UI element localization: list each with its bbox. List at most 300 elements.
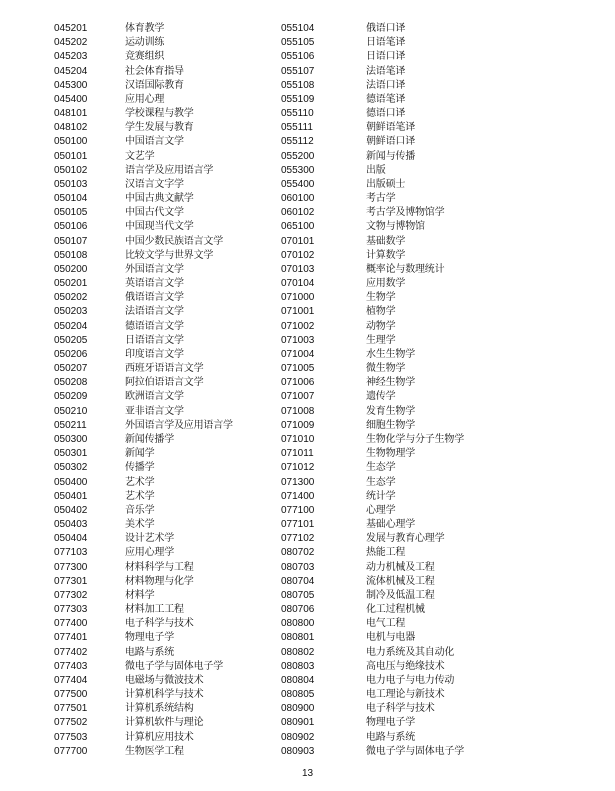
table-row bbox=[281, 65, 581, 79]
subject-name: 电力系统及其自动化 bbox=[366, 646, 455, 658]
table-row bbox=[54, 589, 284, 603]
table-row bbox=[54, 22, 284, 36]
subject-name: 生物化学与分子生物学 bbox=[366, 433, 464, 445]
table-row bbox=[54, 561, 284, 575]
subject-code: 077303 bbox=[54, 604, 88, 616]
table-row bbox=[54, 575, 284, 589]
subject-code: 071006 bbox=[281, 377, 315, 389]
table-row bbox=[54, 490, 284, 504]
subject-name: 日语口译 bbox=[366, 51, 406, 63]
table-row bbox=[281, 603, 581, 617]
subject-code: 050400 bbox=[54, 476, 88, 488]
table-row bbox=[281, 178, 581, 192]
subject-name: 考古学 bbox=[366, 193, 396, 205]
table-row bbox=[54, 405, 284, 419]
subject-code: 050108 bbox=[54, 249, 88, 261]
subject-name: 生物物理学 bbox=[366, 448, 415, 460]
subject-name: 运动训练 bbox=[125, 37, 165, 49]
table-row bbox=[54, 433, 284, 447]
table-row bbox=[281, 504, 581, 518]
table-row bbox=[54, 135, 284, 149]
subject-code: 077403 bbox=[54, 660, 88, 672]
table-row bbox=[54, 674, 284, 688]
subject-code: 070104 bbox=[281, 278, 315, 290]
subject-name: 计算机系统结构 bbox=[125, 703, 194, 715]
subject-code: 080901 bbox=[281, 717, 315, 729]
subject-code: 071010 bbox=[281, 433, 315, 445]
subject-code: 071007 bbox=[281, 391, 315, 403]
table-row bbox=[54, 178, 284, 192]
subject-name: 微电子学与固体电子学 bbox=[366, 745, 464, 757]
subject-code: 045204 bbox=[54, 65, 88, 77]
table-row bbox=[281, 546, 581, 560]
subject-name: 统计学 bbox=[366, 490, 396, 502]
subject-code: 045400 bbox=[54, 93, 88, 105]
table-row bbox=[54, 476, 284, 490]
subject-name: 计算机软件与理论 bbox=[125, 717, 204, 729]
subject-code: 050106 bbox=[54, 221, 88, 233]
table-row bbox=[54, 79, 284, 93]
subject-code: 050404 bbox=[54, 533, 88, 545]
subject-name: 电工理论与新技术 bbox=[366, 689, 445, 701]
subject-name: 德语语言文学 bbox=[125, 320, 184, 332]
subject-code: 050203 bbox=[54, 306, 88, 318]
subject-name: 语言学及应用语言学 bbox=[125, 164, 214, 176]
subject-code: 080704 bbox=[281, 575, 315, 587]
subject-code: 077503 bbox=[54, 731, 88, 743]
subject-name: 英语语言文学 bbox=[125, 278, 184, 290]
subject-code: 050402 bbox=[54, 504, 88, 516]
table-row bbox=[54, 305, 284, 319]
subject-name: 欧洲语言文学 bbox=[125, 391, 184, 403]
subject-name: 材料物理与化学 bbox=[125, 575, 194, 587]
table-row bbox=[281, 348, 581, 362]
subject-name: 汉语国际教育 bbox=[125, 79, 184, 91]
subject-name: 美术学 bbox=[125, 519, 155, 531]
left-column bbox=[54, 22, 284, 759]
table-row bbox=[281, 249, 581, 263]
table-row bbox=[54, 50, 284, 64]
subject-name: 文艺学 bbox=[125, 150, 155, 162]
subject-code: 077102 bbox=[281, 533, 315, 545]
table-row bbox=[281, 660, 581, 674]
page-number: 13 bbox=[301, 768, 314, 779]
table-row bbox=[281, 277, 581, 291]
table-row bbox=[54, 731, 284, 745]
table-row bbox=[281, 674, 581, 688]
subject-name: 亚非语言文学 bbox=[125, 405, 184, 417]
subject-name: 学校课程与教学 bbox=[125, 108, 194, 120]
subject-name: 材料加工工程 bbox=[125, 604, 184, 616]
subject-code: 071300 bbox=[281, 476, 315, 488]
table-row bbox=[281, 362, 581, 376]
subject-name: 电子科学与技术 bbox=[125, 618, 194, 630]
subject-name: 流体机械及工程 bbox=[366, 575, 435, 587]
subject-code: 080800 bbox=[281, 618, 315, 630]
table-row bbox=[54, 192, 284, 206]
subject-name: 热能工程 bbox=[366, 547, 406, 559]
table-row bbox=[54, 532, 284, 546]
subject-code: 055105 bbox=[281, 37, 315, 49]
table-row bbox=[54, 660, 284, 674]
subject-name: 出版 bbox=[366, 164, 386, 176]
subject-code: 050202 bbox=[54, 292, 88, 304]
subject-name: 阿拉伯语语言文学 bbox=[125, 377, 204, 389]
subject-code: 060100 bbox=[281, 193, 315, 205]
subject-name: 应用心理 bbox=[125, 93, 165, 105]
table-row bbox=[54, 646, 284, 660]
subject-name: 日语笔译 bbox=[366, 37, 406, 49]
table-row bbox=[281, 263, 581, 277]
table-row bbox=[281, 731, 581, 745]
table-row bbox=[54, 65, 284, 79]
subject-code: 080702 bbox=[281, 547, 315, 559]
subject-name: 竞赛组织 bbox=[125, 51, 165, 63]
subject-code: 071008 bbox=[281, 405, 315, 417]
subject-code: 071001 bbox=[281, 306, 315, 318]
table-row bbox=[54, 688, 284, 702]
subject-code: 077502 bbox=[54, 717, 88, 729]
table-row bbox=[54, 107, 284, 121]
table-row bbox=[281, 419, 581, 433]
table-row bbox=[54, 121, 284, 135]
subject-name: 制冷及低温工程 bbox=[366, 589, 435, 601]
subject-code: 045300 bbox=[54, 79, 88, 91]
subject-code: 050104 bbox=[54, 193, 88, 205]
table-row bbox=[54, 461, 284, 475]
subject-name: 社会体育指导 bbox=[125, 65, 184, 77]
subject-name: 新闻传播学 bbox=[125, 433, 174, 445]
subject-name: 新闻学 bbox=[125, 448, 155, 460]
subject-code: 050300 bbox=[54, 433, 88, 445]
table-row bbox=[281, 575, 581, 589]
subject-code: 050107 bbox=[54, 235, 88, 247]
subject-code: 050401 bbox=[54, 490, 88, 502]
subject-code: 055200 bbox=[281, 150, 315, 162]
subject-name: 印度语言文学 bbox=[125, 348, 184, 360]
table-row bbox=[281, 702, 581, 716]
subject-code: 055400 bbox=[281, 178, 315, 190]
subject-code: 077100 bbox=[281, 504, 315, 516]
table-row bbox=[281, 121, 581, 135]
subject-code: 055111 bbox=[281, 122, 313, 134]
table-row bbox=[54, 603, 284, 617]
subject-code: 071000 bbox=[281, 292, 315, 304]
subject-code: 077101 bbox=[281, 519, 315, 531]
table-row bbox=[54, 362, 284, 376]
subject-code: 071004 bbox=[281, 348, 315, 360]
subject-code: 050204 bbox=[54, 320, 88, 332]
subject-code: 050105 bbox=[54, 207, 88, 219]
subject-name: 发育生物学 bbox=[366, 405, 415, 417]
table-row bbox=[281, 164, 581, 178]
table-row bbox=[54, 291, 284, 305]
table-row bbox=[54, 206, 284, 220]
table-row bbox=[54, 504, 284, 518]
subject-code: 077501 bbox=[54, 703, 88, 715]
table-row bbox=[281, 220, 581, 234]
subject-code: 045203 bbox=[54, 51, 88, 63]
table-row bbox=[281, 617, 581, 631]
subject-code: 077700 bbox=[54, 745, 88, 757]
subject-name: 电磁场与微波技术 bbox=[125, 674, 204, 686]
subject-code: 071009 bbox=[281, 419, 315, 431]
table-row bbox=[281, 631, 581, 645]
table-row bbox=[54, 277, 284, 291]
subject-name: 化工过程机械 bbox=[366, 604, 425, 616]
right-column bbox=[281, 22, 581, 759]
subject-name: 学生发展与教育 bbox=[125, 122, 194, 134]
table-row bbox=[281, 376, 581, 390]
subject-name: 中国古典文献学 bbox=[125, 193, 194, 205]
subject-name: 俄语口译 bbox=[366, 23, 406, 34]
subject-name: 高电压与绝缘技术 bbox=[366, 660, 445, 672]
subject-name: 传播学 bbox=[125, 462, 155, 474]
table-row bbox=[281, 107, 581, 121]
subject-code: 050100 bbox=[54, 136, 88, 148]
subject-name: 发展与教育心理学 bbox=[366, 533, 445, 545]
subject-code: 071011 bbox=[281, 448, 314, 460]
subject-name: 微电子学与固体电子学 bbox=[125, 660, 223, 672]
subject-name: 新闻与传播 bbox=[366, 150, 415, 162]
subject-code: 050301 bbox=[54, 448, 88, 460]
table-row bbox=[54, 164, 284, 178]
subject-code: 080804 bbox=[281, 674, 315, 686]
table-row bbox=[54, 716, 284, 730]
table-row bbox=[281, 461, 581, 475]
subject-name: 外国语言学及应用语言学 bbox=[125, 419, 233, 431]
subject-code: 070101 bbox=[281, 235, 315, 247]
subject-name: 中国语言文学 bbox=[125, 136, 184, 148]
table-row bbox=[281, 405, 581, 419]
subject-name: 微生物学 bbox=[366, 363, 406, 375]
subject-name: 中国少数民族语言文学 bbox=[125, 235, 223, 247]
subject-name: 法语笔译 bbox=[366, 65, 406, 77]
subject-name: 细胞生物学 bbox=[366, 419, 415, 431]
subject-code: 055109 bbox=[281, 93, 315, 105]
subject-code: 050206 bbox=[54, 348, 88, 360]
table-row bbox=[281, 646, 581, 660]
subject-code: 080705 bbox=[281, 589, 315, 601]
subject-code: 077404 bbox=[54, 674, 88, 686]
table-row bbox=[54, 334, 284, 348]
subject-code: 055104 bbox=[281, 23, 315, 34]
subject-name: 法语语言文学 bbox=[125, 306, 184, 318]
subject-name: 体育教学 bbox=[125, 23, 165, 34]
subject-code: 050103 bbox=[54, 178, 88, 190]
table-row bbox=[54, 36, 284, 50]
subject-name: 动力机械及工程 bbox=[366, 561, 435, 573]
table-row bbox=[281, 390, 581, 404]
subject-name: 计算机科学与技术 bbox=[125, 689, 204, 701]
subject-name: 基础心理学 bbox=[366, 519, 415, 531]
subject-name: 电路与系统 bbox=[366, 731, 415, 743]
subject-code: 050201 bbox=[54, 278, 88, 290]
table-row bbox=[281, 561, 581, 575]
table-row bbox=[281, 447, 581, 461]
table-row bbox=[54, 376, 284, 390]
subject-name: 外国语言文学 bbox=[125, 263, 184, 275]
subject-name: 朝鲜语笔译 bbox=[366, 122, 415, 134]
subject-code: 050211 bbox=[54, 419, 87, 431]
table-row bbox=[54, 348, 284, 362]
subject-code: 055110 bbox=[281, 108, 314, 120]
subject-code: 071003 bbox=[281, 334, 315, 346]
subject-name: 基础数学 bbox=[366, 235, 406, 247]
subject-code: 080902 bbox=[281, 731, 315, 743]
subject-code: 048102 bbox=[54, 122, 88, 134]
subject-name: 考古学及博物馆学 bbox=[366, 207, 445, 219]
subject-code: 080802 bbox=[281, 646, 315, 658]
subject-name: 物理电子学 bbox=[366, 717, 415, 729]
subject-name: 概率论与数理统计 bbox=[366, 263, 445, 275]
subject-name: 计算机应用技术 bbox=[125, 731, 194, 743]
table-row bbox=[281, 291, 581, 305]
subject-name: 生物医学工程 bbox=[125, 745, 184, 757]
table-row bbox=[54, 249, 284, 263]
subject-code: 050200 bbox=[54, 263, 88, 275]
table-row bbox=[54, 150, 284, 164]
subject-name: 电子科学与技术 bbox=[366, 703, 435, 715]
subject-code: 077103 bbox=[54, 547, 88, 559]
subject-name: 德语口译 bbox=[366, 108, 406, 120]
subject-code: 050101 bbox=[54, 150, 88, 162]
table-row bbox=[281, 79, 581, 93]
subject-name: 比较文学与世界文学 bbox=[125, 249, 214, 261]
subject-name: 法语口译 bbox=[366, 79, 406, 91]
subject-code: 077402 bbox=[54, 646, 88, 658]
subject-code: 080706 bbox=[281, 604, 315, 616]
table-row bbox=[281, 532, 581, 546]
subject-code: 050205 bbox=[54, 334, 88, 346]
subject-code: 055112 bbox=[281, 136, 314, 148]
table-row bbox=[281, 745, 581, 759]
table-row bbox=[54, 745, 284, 759]
subject-code: 077300 bbox=[54, 561, 88, 573]
table-row bbox=[281, 305, 581, 319]
table-row bbox=[281, 22, 581, 36]
subject-code: 048101 bbox=[54, 108, 88, 120]
subject-code: 071002 bbox=[281, 320, 315, 332]
table-row bbox=[281, 192, 581, 206]
table-row bbox=[281, 518, 581, 532]
subject-code: 077500 bbox=[54, 689, 88, 701]
subject-code: 050403 bbox=[54, 519, 88, 531]
subject-name: 汉语言文字学 bbox=[125, 178, 184, 190]
table-row bbox=[281, 206, 581, 220]
subject-name: 德语笔译 bbox=[366, 93, 406, 105]
subject-name: 心理学 bbox=[366, 504, 396, 516]
subject-code: 070103 bbox=[281, 263, 315, 275]
table-row bbox=[54, 631, 284, 645]
subject-code: 050209 bbox=[54, 391, 88, 403]
subject-code: 045201 bbox=[54, 23, 88, 34]
table-row bbox=[281, 93, 581, 107]
subject-code: 055108 bbox=[281, 79, 315, 91]
table-row bbox=[54, 546, 284, 560]
subject-name: 计算数学 bbox=[366, 249, 406, 261]
subject-name: 材料学 bbox=[125, 589, 155, 601]
subject-name: 中国现当代文学 bbox=[125, 221, 194, 233]
subject-name: 遗传学 bbox=[366, 391, 396, 403]
subject-code: 071400 bbox=[281, 490, 315, 502]
table-row bbox=[54, 447, 284, 461]
subject-name: 艺术学 bbox=[125, 476, 155, 488]
subject-code: 071012 bbox=[281, 462, 315, 474]
table-row bbox=[54, 617, 284, 631]
subject-name: 电路与系统 bbox=[125, 646, 174, 658]
table-row bbox=[54, 263, 284, 277]
subject-name: 物理电子学 bbox=[125, 632, 174, 644]
subject-code: 080803 bbox=[281, 660, 315, 672]
subject-code: 060102 bbox=[281, 207, 315, 219]
table-row bbox=[281, 433, 581, 447]
subject-code: 080703 bbox=[281, 561, 315, 573]
subject-name: 音乐学 bbox=[125, 504, 155, 516]
subject-name: 应用数学 bbox=[366, 278, 406, 290]
subject-name: 电力电子与电力传动 bbox=[366, 674, 455, 686]
table-row bbox=[281, 135, 581, 149]
subject-code: 070102 bbox=[281, 249, 315, 261]
subject-code: 050207 bbox=[54, 363, 88, 375]
table-row bbox=[54, 235, 284, 249]
subject-code: 050302 bbox=[54, 462, 88, 474]
table-row bbox=[281, 50, 581, 64]
subject-code: 080903 bbox=[281, 745, 315, 757]
table-row bbox=[281, 716, 581, 730]
table-row bbox=[54, 220, 284, 234]
table-row bbox=[281, 36, 581, 50]
table-row bbox=[281, 490, 581, 504]
subject-name: 应用心理学 bbox=[125, 547, 174, 559]
table-row bbox=[54, 518, 284, 532]
subject-code: 050208 bbox=[54, 377, 88, 389]
table-row bbox=[281, 476, 581, 490]
table-row bbox=[54, 320, 284, 334]
subject-code: 055106 bbox=[281, 51, 315, 63]
subject-code: 055107 bbox=[281, 65, 315, 77]
subject-name: 朝鲜语口译 bbox=[366, 136, 415, 148]
subject-code: 071005 bbox=[281, 363, 315, 375]
table-row bbox=[281, 589, 581, 603]
subject-code: 077401 bbox=[54, 632, 88, 644]
table-row bbox=[281, 235, 581, 249]
subject-name: 俄语语言文学 bbox=[125, 292, 184, 304]
subject-code: 045202 bbox=[54, 37, 88, 49]
table-row bbox=[54, 390, 284, 404]
subject-name: 生态学 bbox=[366, 476, 396, 488]
subject-code: 080801 bbox=[281, 632, 315, 644]
subject-code: 080900 bbox=[281, 703, 315, 715]
table-row bbox=[54, 702, 284, 716]
table-row bbox=[54, 419, 284, 433]
subject-code: 065100 bbox=[281, 221, 315, 233]
subject-code: 050102 bbox=[54, 164, 88, 176]
subject-name: 电气工程 bbox=[366, 618, 406, 630]
subject-name: 日语语言文学 bbox=[125, 334, 184, 346]
subject-code: 050210 bbox=[54, 405, 88, 417]
subject-name: 生物学 bbox=[366, 292, 396, 304]
subject-code: 077400 bbox=[54, 618, 88, 630]
subject-name: 文物与博物馆 bbox=[366, 221, 425, 233]
subject-code: 080805 bbox=[281, 689, 315, 701]
subject-name: 出版硕士 bbox=[366, 178, 406, 190]
subject-name: 艺术学 bbox=[125, 490, 155, 502]
subject-name: 植物学 bbox=[366, 306, 396, 318]
table-row bbox=[54, 93, 284, 107]
subject-name: 设计艺术学 bbox=[125, 533, 174, 545]
subject-name: 生态学 bbox=[366, 462, 396, 474]
